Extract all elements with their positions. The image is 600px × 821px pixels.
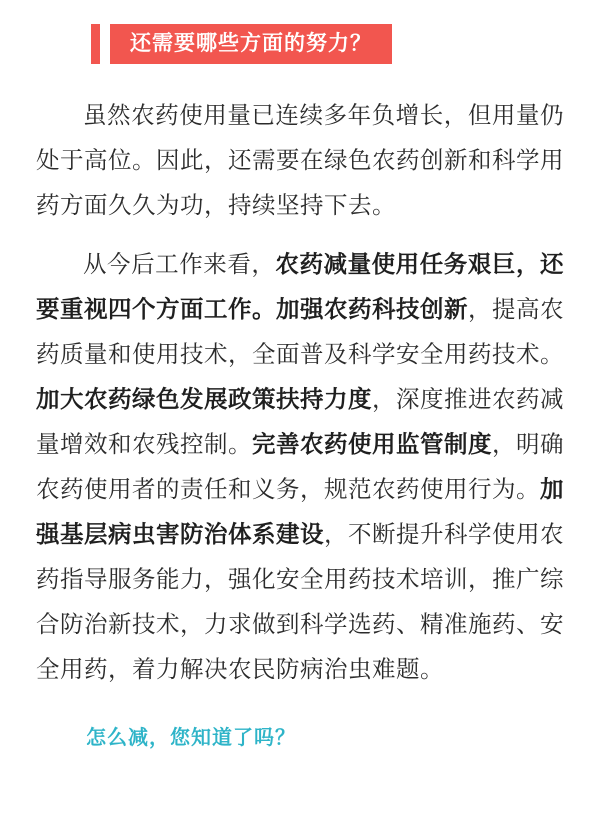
text-run: ，明确农药使用者的责任和义务，规范农药使用行为。 [36, 432, 564, 503]
banner-accent-bar [91, 24, 100, 64]
closing-question: 怎么减，您知道了吗？ [86, 727, 296, 749]
emphasis-run: 农药减量使用任务艰巨，还要重视四个方面工作。加强农药科技创新 [36, 252, 565, 323]
section-title: 还需要哪些方面的努力？ [110, 24, 392, 64]
emphasis-run: 加强基层病虫害防治体系建设 [36, 477, 564, 548]
emphasis-run: 加大农药绿色发展政策扶持力度 [36, 387, 372, 413]
article-body [36, 94, 564, 693]
text-run: ，深度推进农药减量增效和农残控制。 [36, 387, 564, 458]
text-run: 虽然农药使用量已连续多年负增长，但用量仍处于高位。因此，还需要在绿色农药创新和科学用药方面久久为功，持续坚持下去。 [36, 103, 564, 219]
paragraph-2 [36, 243, 564, 693]
text-run: ，提高农药质量和使用技术，全面普及科学安全用药技术。 [36, 297, 564, 368]
section-header-banner [91, 24, 564, 64]
paragraph-1 [36, 94, 564, 229]
text-run: ，不断提升科学使用农药指导服务能力，强化安全用药技术培训，推广综合防治新技术，力求做到科学选药、精准施药、安全用药，着力解决农民防病治虫难题。 [36, 522, 564, 683]
emphasis-run: 完善农药使用监管制度 [252, 432, 492, 458]
text-run: 从今后工作来看， [83, 252, 276, 278]
